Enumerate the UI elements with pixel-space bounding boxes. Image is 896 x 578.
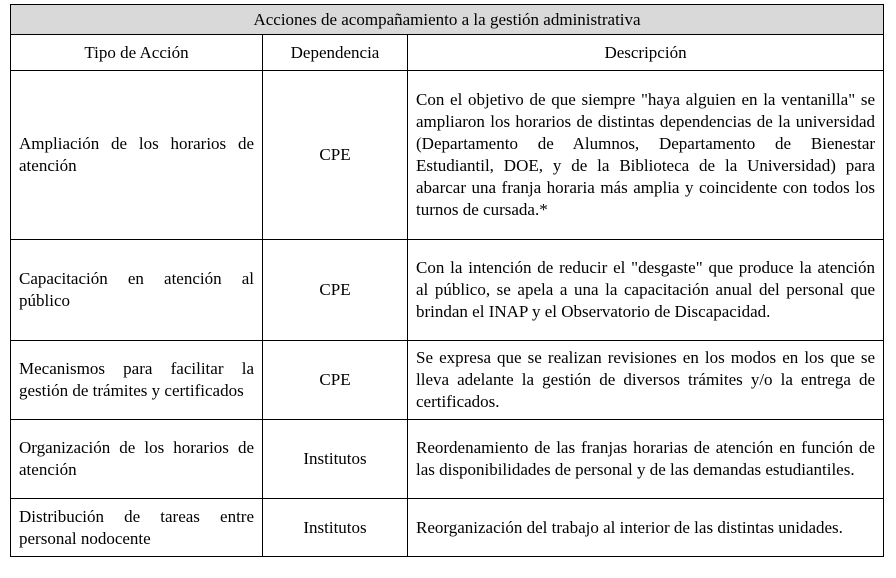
cell-tipo: Capacitación en atención al público <box>11 240 263 341</box>
cell-dependencia: CPE <box>263 240 408 341</box>
table-row <box>11 240 884 341</box>
cell-dependencia: Institutos <box>263 420 408 499</box>
table-header-row <box>11 35 884 71</box>
cell-descripcion: Reordenamiento de las franjas horarias de atención en función de las disponibilidades de personal y de las demandas estudiantiles. <box>408 420 884 499</box>
header-tipo: Tipo de Acción <box>11 35 263 71</box>
table-row <box>11 341 884 420</box>
table-row <box>11 499 884 557</box>
header-dependencia: Dependencia <box>263 35 408 71</box>
cell-descripcion: Reorganización del trabajo al interior de las distintas unidades. <box>408 499 884 557</box>
cell-dependencia: CPE <box>263 341 408 420</box>
cell-descripcion: Con la intención de reducir el "desgaste" que produce la atención al público, se apela a una la capacitación anual del personal que brindan el INAP y el Observatorio de Discapacidad. <box>408 240 884 341</box>
table-row <box>11 420 884 499</box>
cell-tipo: Mecanismos para facilitar la gestión de trámites y certificados <box>11 341 263 420</box>
table-title: Acciones de acompañamiento a la gestión administrativa <box>11 5 884 35</box>
header-descripcion: Descripción <box>408 35 884 71</box>
table-row <box>11 71 884 240</box>
cell-tipo: Distribución de tareas entre personal nodocente <box>11 499 263 557</box>
cell-dependencia: CPE <box>263 71 408 240</box>
table-title-row <box>11 5 884 35</box>
cell-descripcion: Se expresa que se realizan revisiones en los modos en los que se lleva adelante la gestión de diversos trámites y/o la entrega de certificados. <box>408 341 884 420</box>
cell-descripcion: Con el objetivo de que siempre "haya alguien en la ventanilla" se ampliaron los horarios de distintas dependencias de la universidad (Departamento de Alumnos, Departamento de Bienestar Estudiantil, DOE, y de la Biblioteca de la Universidad) para abarcar una franja horaria más amplia y coincidente con todos los turnos de cursada.* <box>408 71 884 240</box>
actions-table <box>10 4 884 557</box>
cell-tipo: Organización de los horarios de atención <box>11 420 263 499</box>
cell-tipo: Ampliación de los horarios de atención <box>11 71 263 240</box>
cell-dependencia: Institutos <box>263 499 408 557</box>
